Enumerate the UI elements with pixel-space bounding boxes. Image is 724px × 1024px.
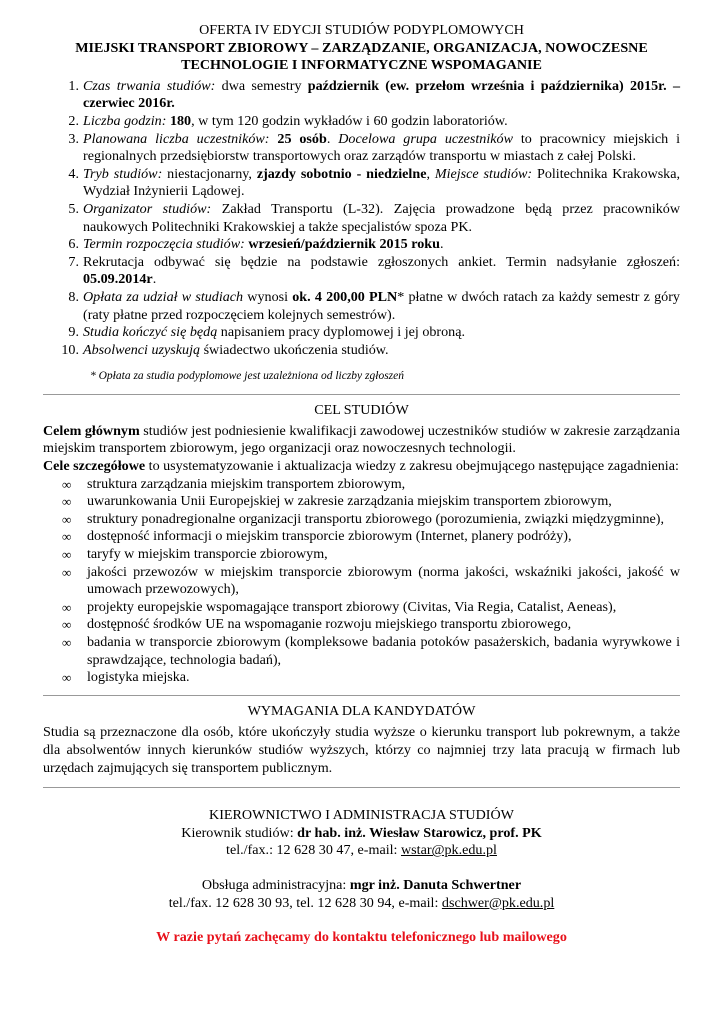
infinity-bullet-icon: ∞ [62, 670, 72, 686]
item-number: 6. [68, 236, 79, 253]
service-contact [43, 895, 680, 913]
head-label: Kierownik studiów: [181, 824, 298, 841]
topic-text: projekty europejskie wspomagające transport zbiorowy (Civitas, Via Regia, Catalist, Aeneas), [87, 598, 617, 615]
goal-detail-paragraph [43, 458, 680, 476]
list-item [43, 201, 680, 236]
item-label: Absolwenci uzyskują [83, 341, 201, 358]
item-label: Liczba godzin: [83, 112, 167, 129]
goal-main-text: studiów jest podniesienie kwalifikacji zawodowej uczestników studiów w zakresie zarządzania miejskim transportem zbiorowym, jego organizacji oraz nowoczesnych technologii. [43, 422, 680, 457]
requirements-section-title: WYMAGANIA DLA KANDYDATÓW [247, 702, 476, 719]
head-name: dr hab. inż. Wiesław Starowicz, prof. PK [297, 824, 542, 841]
fee-footnote: * Opłata za studia podyplomowe jest uzależniona od liczby zgłoszeń [90, 370, 405, 383]
topic-text: jakości przewozów w miejskim transporcie zbiorowym (norma jakości, wskaźniki jakości, jakość w umowach przewozowych), [87, 563, 680, 598]
item-number: 4. [68, 165, 79, 182]
item-text: * płatne w dwóch ratach za każdy semestr z góry (raty płatne przed rozpoczęciem kolejnych semestrów). [83, 288, 680, 323]
item-number: 5. [68, 200, 79, 217]
item-number: 7. [68, 253, 79, 270]
topic-text: struktury ponadregionalne organizacji transportu zbiorowego (porozumienia, związki międzygminne), [87, 510, 665, 527]
list-item [43, 289, 680, 324]
topic-text: logistyka miejska. [87, 669, 190, 686]
admin-section [43, 807, 680, 947]
item-number: 1. [68, 77, 79, 94]
list-item [43, 166, 680, 201]
list-item [43, 113, 680, 131]
item-number: 2. [68, 112, 79, 129]
item-value: 180 [169, 112, 192, 129]
infinity-bullet-icon: ∞ [62, 529, 72, 545]
list-item [43, 131, 680, 166]
item-text: . [439, 236, 444, 253]
infinity-bullet-icon: ∞ [62, 617, 72, 633]
infinity-bullet-icon: ∞ [62, 494, 72, 510]
service-email-link[interactable]: dschwer@pk.edu.pl [441, 894, 555, 911]
item-text: niestacjonarny, [162, 165, 257, 182]
item-text: , w tym 120 godzin wykładów i 60 godzin laboratoriów. [191, 112, 508, 129]
list-item [43, 78, 680, 113]
head-email-link[interactable]: wstar@pk.edu.pl [401, 842, 497, 859]
item-text: Politechnika Krakowska, Wydział Inżynierii Lądowej. [83, 165, 681, 200]
item-text: . [152, 271, 157, 288]
topic-item [43, 634, 680, 669]
item-label: Tryb studiów: [83, 165, 163, 182]
item-number: 3. [68, 130, 79, 147]
item-label: Planowana liczba uczestników: [83, 130, 270, 147]
item-label: Czas trwania studiów: [83, 77, 216, 94]
topic-item [43, 564, 680, 599]
service-contact-text: tel./fax. 12 628 30 93, tel. 12 628 30 94, e-mail: [168, 894, 442, 911]
topic-text: dostępność informacji o miejskim transporcie zbiorowym (Internet, planery podróży), [87, 528, 572, 545]
item-label: Studia kończyć się będą [83, 324, 218, 341]
infinity-bullet-icon: ∞ [62, 635, 72, 650]
topic-item [43, 669, 680, 687]
item-number: 8. [68, 288, 79, 305]
goal-detail-text: to usystematyzowanie i aktualizacja wiedzy z zakresu obejmującego następujące zagadnienia: [145, 458, 679, 475]
topic-item [43, 528, 680, 546]
item-value: 05.09.2014r [83, 271, 153, 288]
head-line [43, 825, 680, 843]
divider [43, 787, 680, 788]
infinity-bullet-icon: ∞ [62, 511, 72, 527]
topic-text: taryfy w miejskim transporcie zbiorowym, [87, 546, 328, 563]
list-item [43, 342, 680, 360]
infinity-bullet-icon: ∞ [62, 564, 72, 580]
item-value: 25 osób [277, 130, 327, 147]
topic-item [43, 546, 680, 564]
divider [43, 394, 680, 395]
infinity-bullet-icon: ∞ [62, 476, 72, 492]
item-text: Zakład Transportu (L-32). Zajęcia prowadzone będą przez pracowników naukowych Politechniki Krakowskiej a także specjalistów spoza PK. [83, 200, 681, 235]
topic-item [43, 599, 680, 617]
goal-main-label: Celem głównym [43, 422, 140, 439]
topic-item [43, 476, 680, 494]
topic-text: dostępność środków UE na wspomaganie rozwoju miejskiego transportu zbiorowego, [87, 616, 572, 633]
closing-note: W razie pytań zachęcamy do kontaktu telefonicznego lub mailowego [156, 929, 567, 946]
item-text: dwa semestry [215, 77, 308, 94]
item-text: napisaniem pracy dyplomowej i jej obroną. [217, 324, 465, 341]
item-label: Opłata za udział w studiach [83, 288, 244, 305]
service-line [43, 877, 680, 895]
list-item [43, 236, 680, 254]
head-contact [43, 842, 680, 860]
item-value: październik (ew. przełom września i października) 2015r. –czerwiec 2016r. [83, 77, 680, 112]
topic-item [43, 511, 680, 529]
list-item [43, 254, 680, 289]
item-text: świadectwo ukończenia studiów. [200, 341, 389, 358]
header-line-2: MIEJSKI TRANSPORT ZBIOROWY – ZARZĄDZANIE, ORGANIZACJA, NOWOCZESNE [75, 39, 648, 56]
item-text: to pracownicy miejskich i regionalnych przedsiębiorstw transportowych oraz zarządów transportu w miastach z całej Polski. [83, 130, 681, 165]
item-text: wynosi [243, 288, 293, 305]
header-line-1: OFERTA IV EDYCJI STUDIÓW PODYPLOMOWYCH [199, 22, 524, 38]
topic-item [43, 616, 680, 634]
item-text: , [426, 165, 435, 182]
item-value: ok. 4 200,00 PLN [292, 288, 398, 305]
list-item [43, 324, 680, 342]
item-label: Organizator studiów: [83, 200, 212, 217]
item-text: Rekrutacja odbywać się będzie na podstawie zgłoszonych ankiet. Termin nadsyłanie zgłoszeń: [83, 253, 680, 270]
infinity-bullet-icon: ∞ [62, 599, 72, 615]
divider [43, 695, 680, 696]
service-name: mgr inż. Danuta Schwertner [349, 876, 522, 893]
item-text: . [326, 130, 339, 147]
item-label: Miejsce studiów: [434, 165, 533, 182]
item-label: Termin rozpoczęcia studiów: [83, 236, 245, 253]
topic-item [43, 493, 680, 511]
goal-main-paragraph [43, 423, 680, 458]
item-label: Docelowa grupa uczestników [338, 130, 513, 147]
offer-details-list [43, 78, 680, 360]
goal-section-title: CEL STUDIÓW [314, 402, 409, 419]
item-number: 9. [68, 324, 79, 341]
header-line-3: TECHNOLOGIE I INFORMATYCZNE WSPOMAGANIE [181, 57, 542, 74]
topics-list [43, 476, 680, 687]
goal-detail-label: Cele szczegółowe [43, 458, 146, 475]
document-page [43, 22, 680, 947]
topic-text: struktura zarządzania miejskim transportem zbiorowym, [87, 475, 406, 492]
topic-text: badania w transporcie zbiorowym (kompleksowe badania potoków pasażerskich, badania wyrywkowe i sprawdzające, technologia badań), [87, 634, 680, 668]
item-number: 10. [61, 341, 79, 358]
infinity-bullet-icon: ∞ [62, 547, 72, 563]
item-value: zjazdy sobotnio - niedzielne [256, 165, 427, 182]
service-label: Obsługa administracyjna: [201, 876, 350, 893]
requirements-text: Studia są przeznaczone dla osób, które ukończyły studia wyższe o kierunku transport lub pokrewnym, a także dla absolwentów innych kierunków studiów wyższych, którzy co najmniej trzy lata pracują w firmach lub urzędach zajmujących się transportem publicznym. [43, 724, 680, 776]
admin-section-title: KIEROWNICTWO I ADMINISTRACJA STUDIÓW [209, 807, 514, 824]
topic-text: uwarunkowania Unii Europejskiej w zakresie zarządzania miejskim transportem zbiorowym, [87, 493, 612, 510]
head-contact-text: tel./fax.: 12 628 30 47, e-mail: [226, 842, 401, 859]
item-value: wrzesień/październik 2015 roku [248, 236, 440, 253]
